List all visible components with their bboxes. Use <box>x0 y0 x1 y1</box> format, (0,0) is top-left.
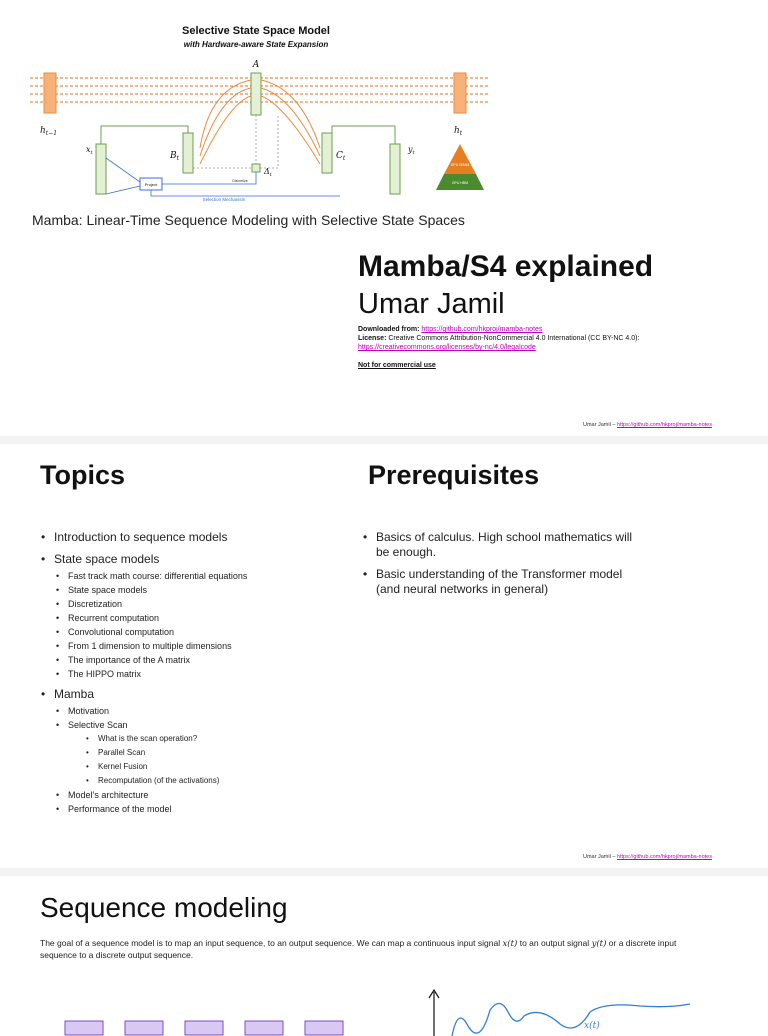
body-text: to an output signal <box>519 938 590 948</box>
slide-title <box>0 0 768 436</box>
math-y-t: y(t) <box>591 939 607 949</box>
delta-block <box>252 164 260 172</box>
footer-link[interactable]: https://github.com/hkproj/mamba-notes <box>616 854 712 860</box>
selective-ssm-diagram <box>30 18 500 208</box>
svg-text:Δt: $\Delta_t$ <box>264 167 272 178</box>
presentation-title: Mamba/S4 explained <box>358 250 654 283</box>
diagram-title: Selective State Space Model <box>182 25 330 37</box>
h-next-block <box>454 73 466 113</box>
svg-text:Bt: $B_t$ <box>170 151 180 162</box>
list-item: • Introduction to sequence models <box>40 530 340 545</box>
mamba-subtopics <box>40 704 340 816</box>
list-item: • Fast track math course: differential equations <box>40 569 340 583</box>
license-block <box>358 325 718 370</box>
downloaded-label: Downloaded from: <box>358 326 420 333</box>
license-label: License: <box>358 335 387 342</box>
handwritten-signal-label: x(t) <box>584 1021 600 1031</box>
h-prev-block <box>44 73 56 113</box>
slide-body <box>40 938 700 961</box>
label-b: B <box>170 151 177 161</box>
label-h-next: h <box>454 126 460 136</box>
sequence-token <box>125 1021 163 1035</box>
slide-topics <box>0 444 768 868</box>
b-block <box>183 133 193 173</box>
gpu-sram-tier <box>444 144 476 174</box>
label-project: Project <box>144 182 158 187</box>
body-text: The goal of a sequence model is to map an input sequence, to an output sequence. We can map a continuous input signal <box>40 938 501 948</box>
sequence-illustration <box>0 976 768 1036</box>
list-item: • State space models <box>40 552 340 567</box>
list-item: • Kernel Fusion <box>40 760 340 774</box>
y-column <box>390 144 400 194</box>
a-matrix-block <box>251 73 261 115</box>
prerequisites-heading: Prerequisites <box>368 460 540 490</box>
label-discretize: Discretize <box>232 179 248 183</box>
slide-separator <box>0 868 768 876</box>
svg-text:xt: $x_t$ <box>86 145 93 156</box>
diagram-subtitle: with Hardware-aware State Expansion <box>183 40 329 49</box>
author-name: Umar Jamil <box>358 288 505 320</box>
list-item: • Basics of calculus. High school mathematics will be enough. <box>362 530 642 560</box>
slide-footer <box>583 422 712 428</box>
sequence-token <box>305 1021 343 1035</box>
slide-sequence-modeling <box>0 876 768 1031</box>
list-item: • Parallel Scan <box>40 746 340 760</box>
slide-footer <box>583 854 712 860</box>
list-item: • Convolutional computation <box>40 625 340 639</box>
list-item: • The HIPPO matrix <box>40 667 340 681</box>
label-delta: Δ <box>264 167 270 176</box>
not-commercial-note: Not for commercial use <box>358 362 436 369</box>
label-gpu-hbm: GPU HBM <box>451 181 469 185</box>
footer-link[interactable]: https://github.com/hkproj/mamba-notes <box>616 422 712 428</box>
sequence-token <box>245 1021 283 1035</box>
sequence-token <box>185 1021 223 1035</box>
license-text: Creative Commons Attribution-NonCommercial 4.0 International (CC BY-NC 4.0): <box>388 335 640 342</box>
x-column <box>96 144 106 194</box>
sequence-token <box>65 1021 103 1035</box>
list-item: • Performance of the model <box>40 802 340 816</box>
math-x-t: x(t) <box>502 939 518 949</box>
list-item: • Mamba <box>40 687 340 702</box>
label-y: y <box>408 145 413 154</box>
continuous-signal-curve <box>452 1003 690 1036</box>
list-item: • Discretization <box>40 597 340 611</box>
list-item: • From 1 dimension to multiple dimensions <box>40 639 340 653</box>
svg-text:Ct: $C_t$ <box>336 151 346 162</box>
c-block <box>322 133 332 173</box>
list-item: • Recomputation (of the activations) <box>40 774 340 788</box>
list-item: • The importance of the A matrix <box>40 653 340 667</box>
topics-heading: Topics <box>40 460 126 490</box>
body-text: or a discrete input sequence to a discrete output sequence. <box>40 938 677 960</box>
slide-title: Sequence modeling <box>40 892 288 923</box>
list-item: • What is the scan operation? <box>40 732 340 746</box>
label-gpu-sram: GPU SRAM <box>450 163 470 167</box>
paper-caption: Mamba: Linear-Time Sequence Modeling with Selective State Spaces <box>32 212 465 228</box>
label-c: C <box>336 151 343 161</box>
label-h-prev: h <box>40 126 46 136</box>
list-item: • Selective Scan <box>40 718 340 732</box>
prerequisites-list <box>362 530 642 604</box>
label-x: x <box>86 145 91 154</box>
svg-text:ht−1: $h_{t-1}$ <box>40 126 58 137</box>
list-item: • State space models <box>40 583 340 597</box>
list-item: • Recurrent computation <box>40 611 340 625</box>
list-item: • Basic understanding of the Transformer model (and neural networks in general) <box>362 567 642 597</box>
download-link[interactable]: https://github.com/hkproj/mamba-notes <box>421 326 543 333</box>
slide-separator <box>0 436 768 444</box>
footer-name: Umar Jamil – <box>582 422 616 428</box>
svg-text:ht: $h_t$ <box>454 126 463 137</box>
list-item: • Motivation <box>40 704 340 718</box>
license-link[interactable]: https://creativecommons.org/licenses/by-nc/4.0/legalcode <box>358 344 536 351</box>
label-a: A <box>252 60 260 70</box>
topics-list <box>40 530 340 816</box>
svg-text:yt: $y_t$ <box>408 145 415 156</box>
list-item: • Model’s architecture <box>40 788 340 802</box>
label-selection: Selection Mechanism <box>202 197 246 202</box>
ssm-subtopics <box>40 569 340 681</box>
footer-name: Umar Jamil – <box>582 854 616 860</box>
